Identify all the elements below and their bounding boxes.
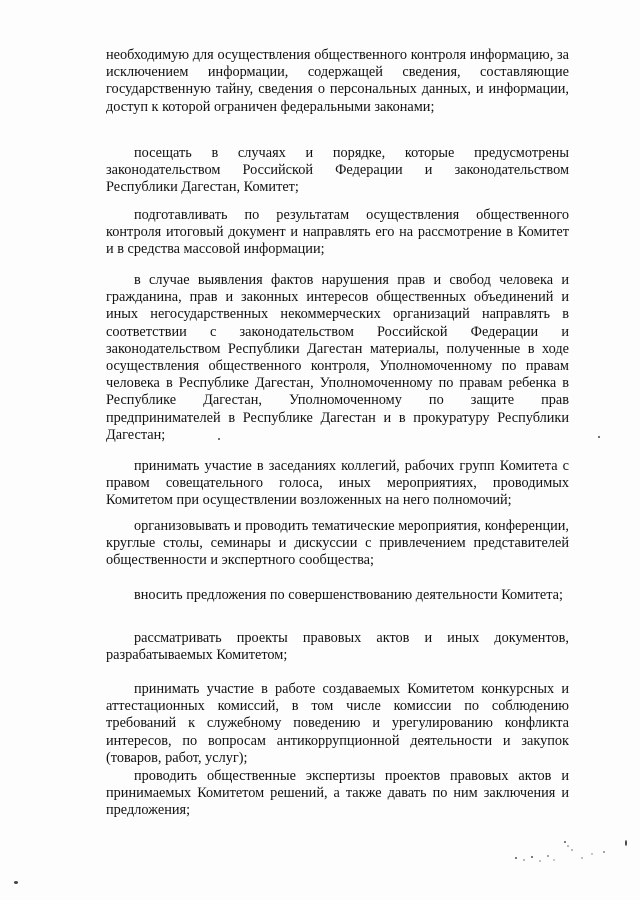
paragraph-organize-events: организовывать и проводить тематические мероприятия, конференции, круглые столы, семинары и дискуссии с привлечением представителей общественности и экспертного сообщества; — [106, 518, 569, 569]
paragraph-public-expertise: проводить общественные экспертизы проектов правовых актов и принимаемых Комитетом решений, а также давать по ним заключения и предложения; — [106, 768, 569, 819]
scan-speck — [218, 438, 220, 440]
paragraph-participate-meetings: принимать участие в заседаниях коллегий, рабочих групп Комитета с правом совещательного голоса, иных мероприятиях, проводимых Комитетом при осуществлении возложенных на него полномочий; — [106, 458, 569, 509]
paragraph-violations-materials: в случае выявления фактов нарушения прав и свобод человека и гражданина, прав и законных интересов общественных объединений и иных негосударственных некоммерческих организаций направлять в соответствии с законодательством Российской Федерации и законодательством Республики Дагестан материалы, полученные в ходе осуществления общественного контроля, Уполномоченному по правам человека в Республике Дагестан, Уполномоченному по правам ребенка в Республике Дагестан, Уполномоченному по защите прав предпринимателей в Республике Дагестан и в прокуратуру Республики Дагестан; — [106, 272, 569, 443]
paragraph-information-access: необходимую для осуществления общественного контроля информацию, за исключением информации, содержащей сведения, составляющие государственную тайну, сведения о персональных данных, и информации, доступ к которой ограничен федеральными законами; — [106, 47, 569, 115]
scan-speck — [625, 840, 627, 846]
scan-noise-marks — [510, 830, 620, 870]
scan-speck — [598, 436, 600, 438]
paragraph-review-drafts: рассматривать проекты правовых актов и иных документов, разрабатываемых Комитетом; — [106, 630, 569, 664]
paragraph-visit-committee: посещать в случаях и порядке, которые предусмотрены законодательством Российской Федерации и законодательством Республики Дагестан, Комитет; — [106, 145, 569, 196]
paragraph-submit-proposals: вносить предложения по совершенствованию деятельности Комитета; — [134, 587, 563, 603]
paragraph-final-document: подготавливать по результатам осуществления общественного контроля итоговый документ и направлять его на рассмотрение в Комитет и в средства массовой информации; — [106, 207, 569, 258]
scan-speck — [14, 881, 18, 884]
paragraph-commissions: принимать участие в работе создаваемых Комитетом конкурсных и аттестационных комиссий, в том числе комиссии по соблюдению требований к служебному поведению и урегулированию конфликта интересов, по вопросам антикоррупционной деятельности и закупок (товаров, работ, услуг); — [106, 681, 569, 766]
